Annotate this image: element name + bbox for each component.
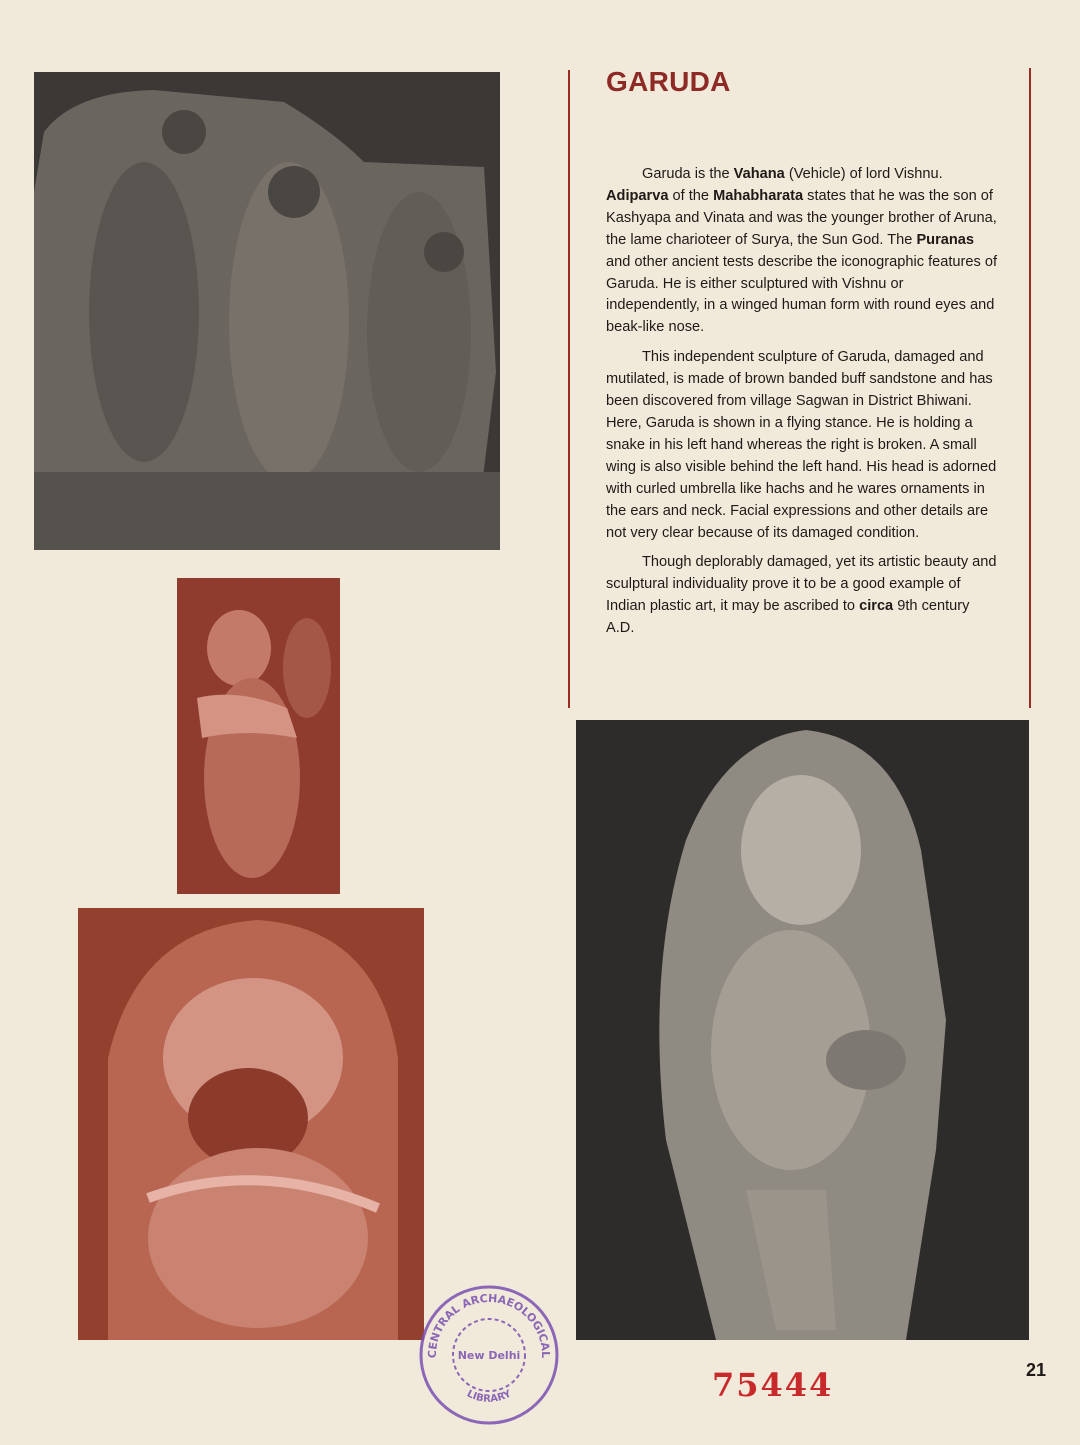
red-print-sculpture-large xyxy=(78,908,424,1340)
stamp-outer-text: CENTRAL ARCHAEOLOGICAL xyxy=(425,1291,553,1359)
bold-term: Vahana xyxy=(733,166,785,182)
paragraph-3 xyxy=(606,552,998,640)
red-print-sculpture-small xyxy=(177,578,340,894)
library-stamp xyxy=(416,1282,562,1428)
garuda-sculpture-photo xyxy=(576,720,1029,1340)
text-run: (Vehicle) of lord Vishnu. xyxy=(784,166,943,182)
bold-term: Puranas xyxy=(916,231,975,248)
page-title: GARUDA xyxy=(606,66,731,97)
page-number: 21 xyxy=(1026,1360,1047,1380)
stamp-inner-text: New Delhi xyxy=(457,1349,521,1362)
text-run: of the xyxy=(668,187,714,204)
sculpture-photo-panel xyxy=(34,72,500,550)
left-column-rule xyxy=(568,70,570,708)
paragraph-2 xyxy=(606,347,998,544)
text-run: This independent sculpture of Garuda, damaged and mutilated, is made of brown banded buff sandstone and has been discovered from village Sagwan in District Bhiwani. Here, Garuda is shown in a flying stance. He is holding a snake in his left hand whereas the right is broken. A small wing is also visible behind the left hand. His head is adorned with curled umbrella like hachs and he wares ornaments in the ears and neck. Facial expressions and other details are not very clear because of its damaged condition. xyxy=(606,349,997,541)
text-run: 9th century A.D. xyxy=(606,598,970,637)
text-run: states that he was the son of Kashyapa and Vinata and was the younger brother of Aruna, the lame charioteer of Surya, the Sun God. The xyxy=(606,187,997,248)
text-run: Though deplorably damaged, yet its artistic beauty and sculptural individuality prove it to be a good example of Indian plastic art, it may be ascribed to xyxy=(606,554,997,615)
stamp-bottom-text: LIBRARY xyxy=(464,1388,514,1405)
article-body xyxy=(606,164,998,648)
bold-term: circa xyxy=(859,598,894,615)
accession-number: 75444 xyxy=(712,1366,834,1404)
bold-term: Adiparva xyxy=(606,187,669,204)
right-column-rule xyxy=(1029,68,1031,708)
bold-term: Mahabharata xyxy=(713,187,804,204)
paragraph-1 xyxy=(606,164,998,339)
text-run: and other ancient tests describe the iconographic features of Garuda. He is either sculptured with Vishnu or independently, in a winged human form with round eyes and beak-like nose. xyxy=(606,253,998,336)
text-run: Garuda is the xyxy=(642,166,734,182)
